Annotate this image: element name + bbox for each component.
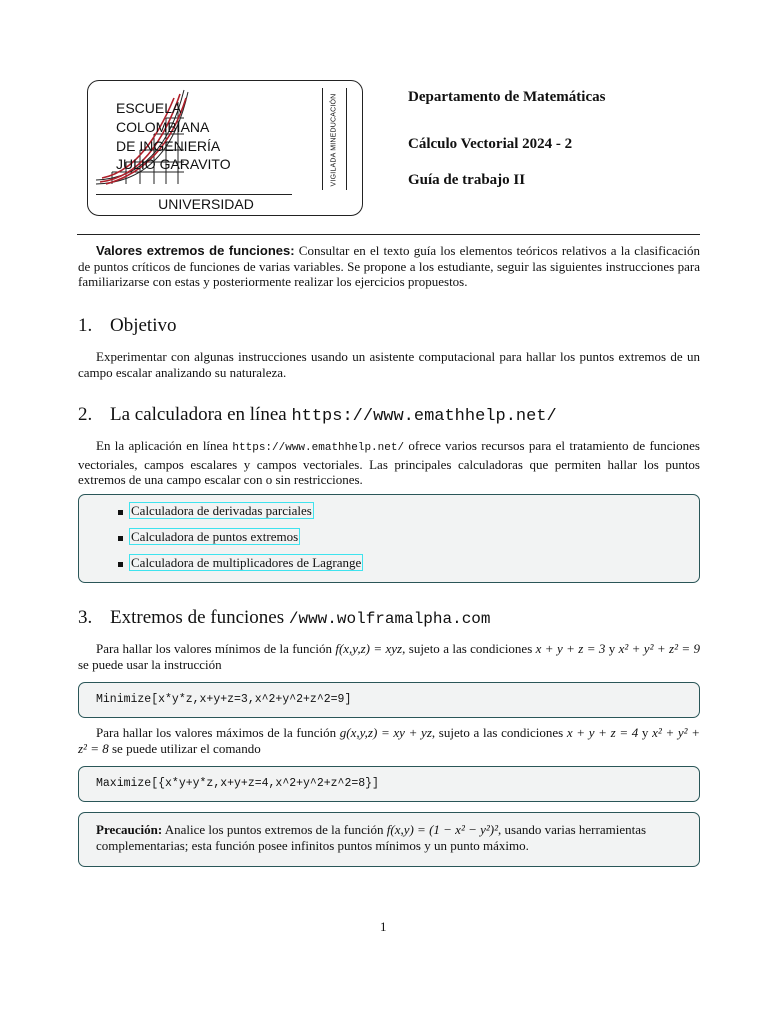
- math-expression: x + y + z = 4: [566, 725, 639, 740]
- list-item: [118, 555, 363, 571]
- para-text: se puede utilizar el comando: [108, 740, 261, 756]
- section-heading-extremos: [78, 607, 491, 629]
- para-text: ofrece varios recursos para el tratamiento de funciones vectoriales, campos escalares y campos vectoriales. Las principales calculadoras que permiten hallar los puntos extremos de una campo escalar con o sin restricciones.: [78, 438, 700, 487]
- emathhelp-url[interactable]: https://www.emathhelp.net/: [232, 442, 405, 454]
- intro-lead: Valores extremos de funciones:: [96, 243, 295, 258]
- section-title-text: La calculadora en línea: [110, 404, 287, 425]
- section-url-link[interactable]: https://www.emathhelp.net/: [291, 407, 557, 426]
- course-title: Cálculo Vectorial 2024 - 2: [408, 136, 573, 152]
- vigilada-label: VIGILADA MINEDUCACIÓN: [330, 93, 338, 187]
- math-expression: f(x,y) = (1 − x² − y²)²: [386, 822, 499, 837]
- logo-universidad-label: UNIVERSIDAD: [158, 196, 254, 212]
- math-expression: g(x,y,z) = xy + yz: [339, 725, 432, 740]
- logo-divider: [346, 88, 347, 190]
- department-title: Departamento de Matemáticas: [408, 89, 606, 105]
- link-derivadas-parciales[interactable]: Calculadora de derivadas parciales: [131, 503, 312, 518]
- para-text: y: [638, 725, 653, 740]
- para-text: , sujeto a las condiciones: [431, 725, 567, 740]
- para-text: se puede usar la instrucción: [78, 656, 222, 672]
- logo-text-line-2: COLOMBIANA: [116, 119, 210, 135]
- logo-text-line-3: DE INGENIERÍA: [116, 138, 221, 154]
- para-text: , sujeto a las condiciones: [402, 641, 536, 656]
- section-number: 2.: [78, 404, 93, 425]
- link-puntos-extremos[interactable]: Calculadora de puntos extremos: [131, 529, 299, 544]
- math-expression: x² + y² + z² = 8: [78, 725, 700, 756]
- caution-text: [96, 822, 690, 854]
- para-text: y: [605, 641, 619, 656]
- para-text: , usando varias herramientas complementarias; esta función posee infinitos puntos mínimos y un punto máximo.: [96, 822, 647, 853]
- bullet-icon: [118, 510, 123, 515]
- objetivo-paragraph: Experimentar con algunas instrucciones usando un asistente computacional para hallar los puntos extremos de un campo escalar analizando su naturaleza.: [78, 349, 700, 380]
- logo-text-line-4: JULIO GARAVITO: [116, 156, 231, 172]
- section-number: 1.: [78, 315, 93, 336]
- link-multiplicadores-lagrange[interactable]: Calculadora de multiplicadores de Lagrange: [131, 555, 362, 570]
- code-minimize[interactable]: Minimize[x*y*z,x+y+z=3,x^2+y^2+z^2=9]: [96, 693, 352, 706]
- wolfram-url-link[interactable]: /www.wolframalpha.com: [288, 610, 491, 628]
- math-expression: x + y + z = 3: [535, 641, 606, 656]
- list-item: [118, 503, 314, 519]
- para-text: Analice los puntos extremos de la función: [162, 822, 387, 837]
- logo-text-line-1: ESCUELA: [116, 100, 182, 116]
- para-text: Para hallar los valores máximos de la función: [96, 725, 340, 740]
- para-text: En la aplicación en línea: [96, 438, 233, 453]
- page-number: 1: [380, 919, 387, 934]
- header-rule: [77, 234, 700, 235]
- intro-text: Consultar en el texto guía los elementos teóricos relativos a la clasificación de puntos críticos de funciones de varias variables. Se propone a los estudiante, seguir las siguientes instrucciones para familiarizarse con estas y posteriormente realizar los ejercicios propuestos.: [78, 243, 700, 289]
- para-text: Para hallar los valores mínimos de la función: [96, 641, 336, 656]
- section-heading-objetivo: [78, 315, 177, 337]
- logo-divider: [322, 88, 323, 190]
- section-title-text: Extremos de funciones: [110, 607, 285, 628]
- minimize-paragraph: [78, 641, 700, 672]
- intro-paragraph: [78, 243, 700, 290]
- calculadora-paragraph: [78, 438, 700, 488]
- section-number: 3.: [78, 607, 93, 628]
- math-expression: x² + y² + z² = 9: [618, 641, 701, 656]
- logo-divider: [96, 194, 292, 195]
- caution-lead: Precaución:: [96, 822, 163, 837]
- list-item: [118, 529, 300, 545]
- bullet-icon: [118, 562, 123, 567]
- maximize-paragraph: [78, 725, 700, 756]
- section-heading-calculadora: [78, 404, 557, 426]
- bullet-icon: [118, 536, 123, 541]
- math-expression: f(x,y,z) = xyz: [335, 641, 403, 656]
- guide-title: Guía de trabajo II: [408, 172, 526, 188]
- code-maximize[interactable]: Maximize[{x*y+y*z,x+y+z=4,x^2+y^2+z^2=8}]: [96, 777, 379, 790]
- section-title-text: Objetivo: [110, 315, 177, 336]
